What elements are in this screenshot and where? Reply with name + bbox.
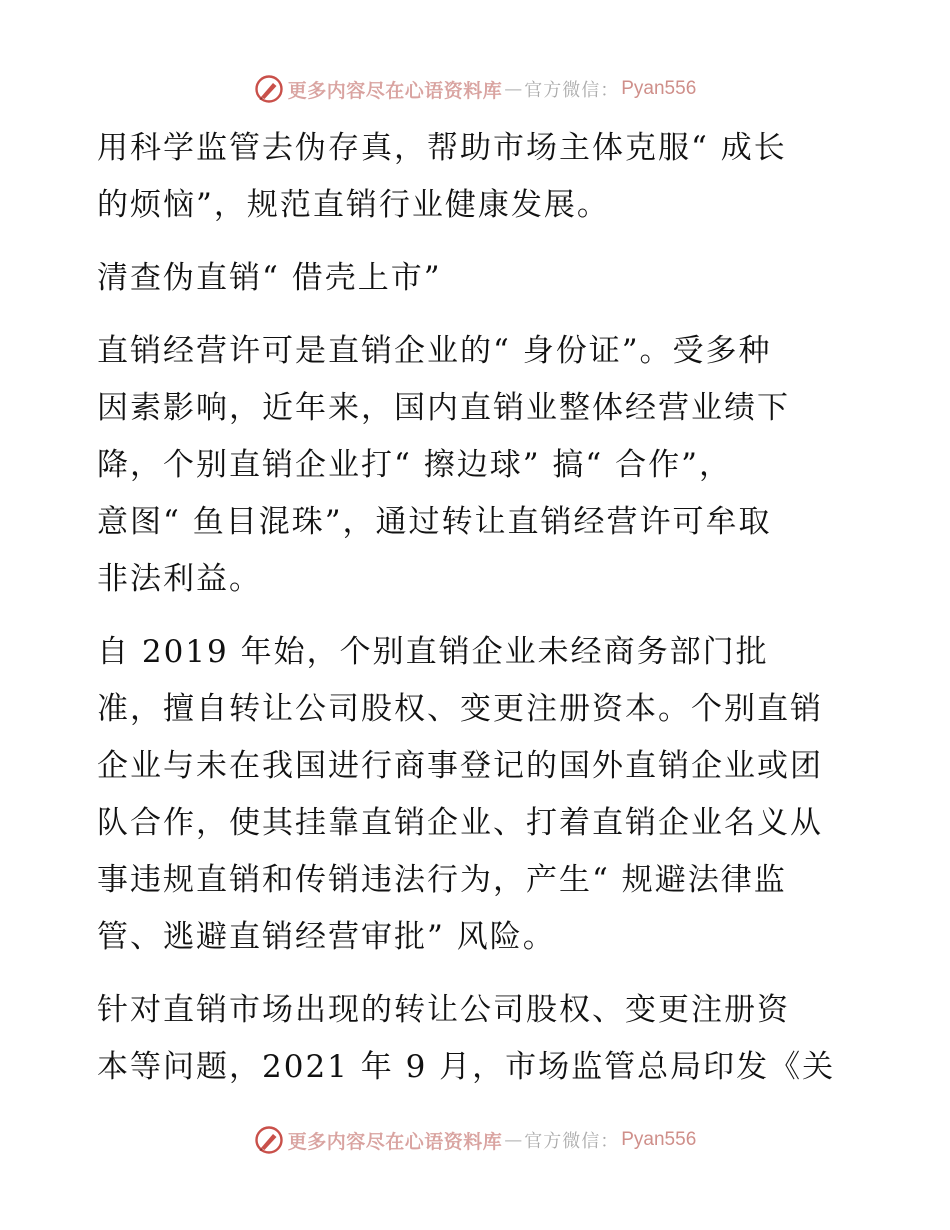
watermark-official-label: 官方微信： — [524, 1131, 620, 1152]
heading-line: 清查伪直销“ 借壳上市” — [97, 260, 442, 296]
paragraph-4 — [97, 624, 857, 966]
text-line: 直销经营许可是直销企业的“ 身份证”。受多种 — [97, 333, 772, 369]
watermark-wechat-id: Pyan556 — [621, 1129, 697, 1150]
text-line: 事违规直销和传销违法行为，产生“ 规避法律监 — [97, 862, 787, 898]
header-watermark — [0, 72, 950, 106]
paragraph-3 — [97, 323, 857, 608]
watermark-official-label: 官方微信： — [524, 80, 620, 101]
text-line: 本等问题，2021 年 9 月，市场监管总局印发《关 — [97, 1049, 836, 1085]
text-line: 因素影响，近年来，国内直销业整体经营业绩下 — [97, 390, 790, 426]
text-line: 针对直销市场出现的转让公司股权、变更注册资 — [97, 992, 790, 1028]
text-line: 意图“ 鱼目混珠”，通过转让直销经营许可牟取 — [97, 504, 772, 540]
watermark-dash: — — [504, 78, 523, 100]
footer-watermark — [0, 1123, 950, 1157]
watermark-wechat-id: Pyan556 — [621, 78, 697, 99]
watermark-dash: — — [504, 1129, 523, 1151]
document-body — [97, 120, 857, 1096]
text-line: 企业与未在我国进行商事登记的国外直销企业或团 — [97, 748, 823, 784]
text-line: 用科学监管去伪存真，帮助市场主体克服“ 成长 — [97, 130, 787, 166]
text-line: 管、逃避直销经营审批” 风险。 — [97, 919, 556, 955]
pen-logo-icon — [254, 1125, 284, 1155]
paragraph-5 — [97, 982, 857, 1096]
watermark-main-text: 更多内容尽在心语资料库 — [287, 1130, 503, 1153]
text-line: 准，擅自转让公司股权、变更注册资本。个别直销 — [97, 691, 823, 727]
section-heading — [97, 250, 857, 307]
watermark-main-text: 更多内容尽在心语资料库 — [287, 79, 503, 102]
text-line: 降，个别直销企业打“ 擦边球” 搞“ 合作”， — [97, 447, 732, 483]
text-line: 非法利益。 — [97, 561, 262, 597]
paragraph-1 — [97, 120, 857, 234]
pen-logo-icon — [254, 74, 284, 104]
text-line: 自 2019 年始，个别直销企业未经商务部门批 — [97, 634, 769, 670]
text-line: 的烦恼”，规范直销行业健康发展。 — [97, 187, 610, 223]
text-line: 队合作，使其挂靠直销企业、打着直销企业名义从 — [97, 805, 823, 841]
